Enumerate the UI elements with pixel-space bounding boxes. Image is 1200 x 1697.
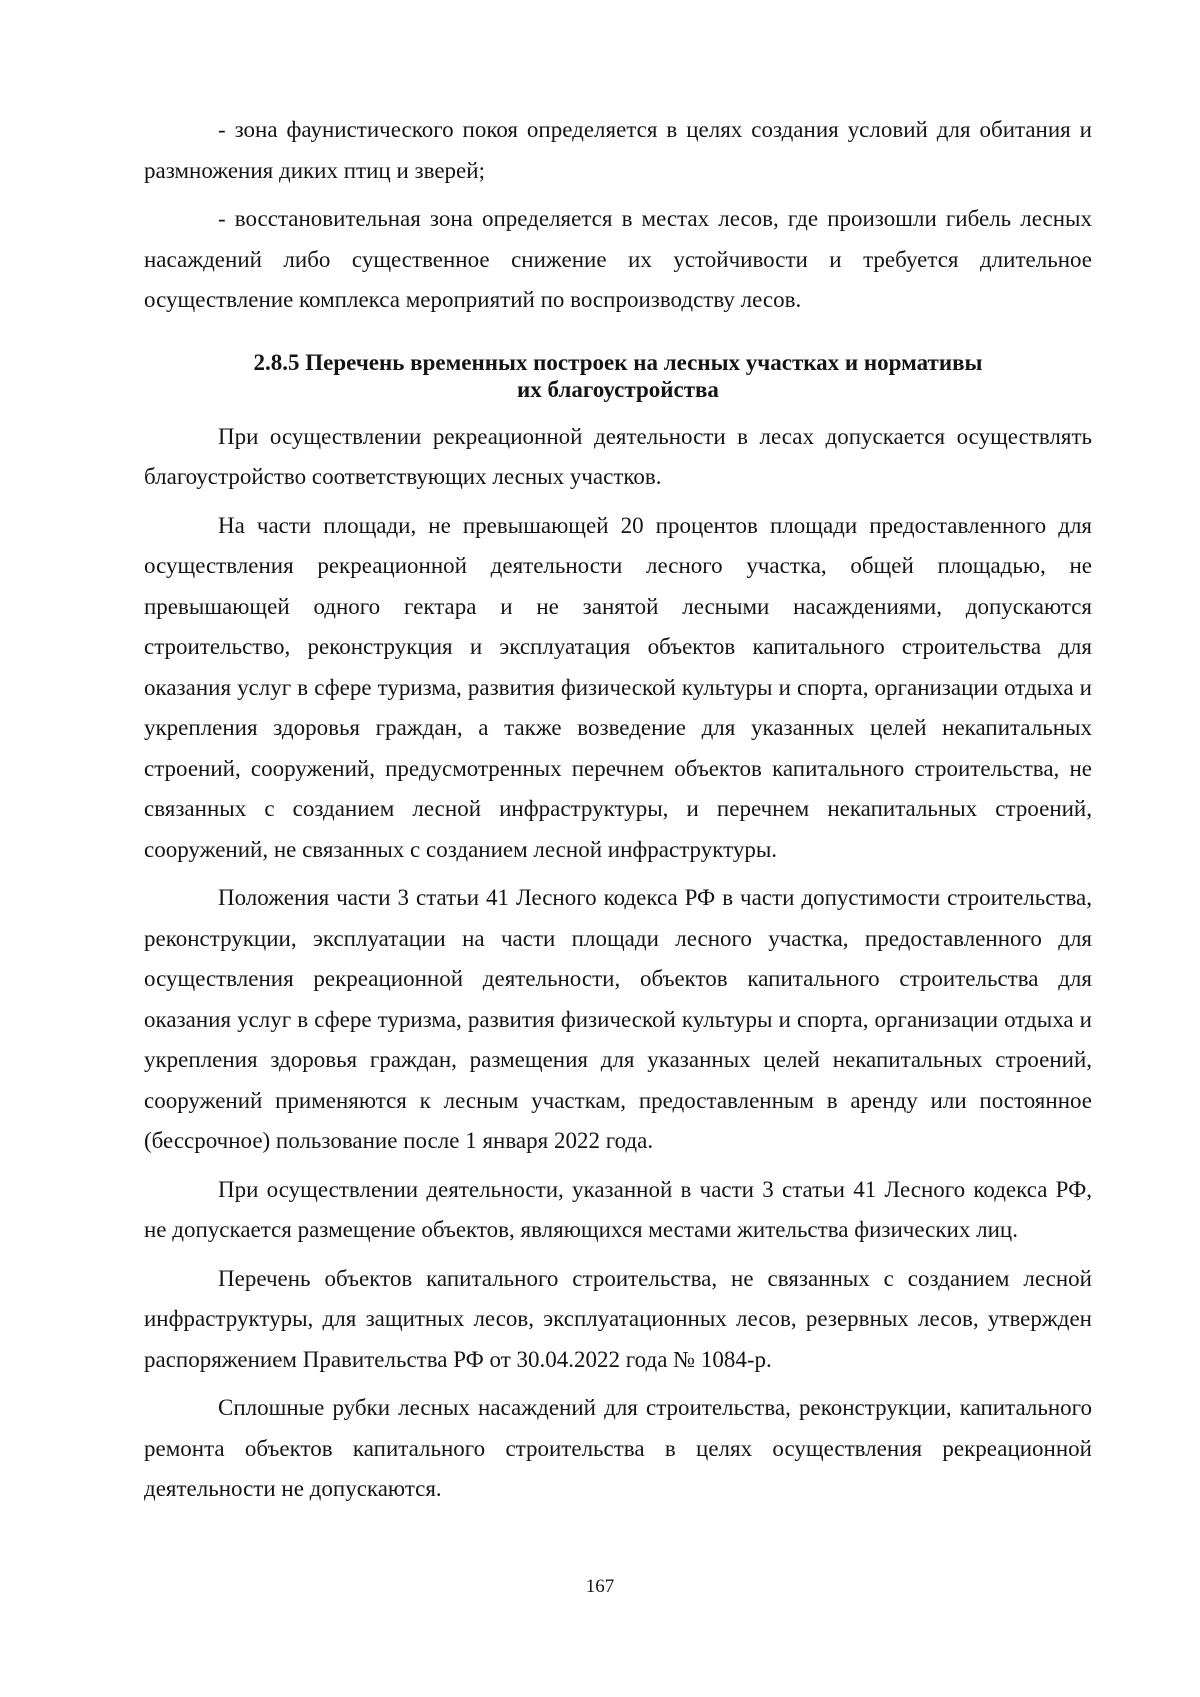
section-heading-line-2: их благоустройства xyxy=(517,376,719,402)
paragraph-capital-objects-list: Перечень объектов капитального строительства, не связанных с созданием лесной инфраструктуры, для защитных лесов, эксплуатационных лесов, резервных лесов, утвержден распоряжением Правительства РФ от 30.04.2022 года № 1084-р. xyxy=(144,1265,1092,1372)
paragraph-clear-cutting-prohibition: Сплошные рубки лесных насаждений для строительства, реконструкции, капитального ремонта объектов капитального строительства в целях осуществления рекреационной деятельности не допускаются. xyxy=(144,1395,1092,1501)
section-heading-line-1: 2.8.5 Перечень временных построек на лесных участках и нормативы xyxy=(253,349,983,375)
page-number: 167 xyxy=(585,1576,615,1597)
paragraph-recreational-landscaping: При осуществлении рекреационной деятельности в лесах допускается осуществлять благоустройство соответствующих лесных участков. xyxy=(144,423,1092,489)
paragraph-forest-code-provisions: Положения части 3 статьи 41 Лесного кодекса РФ в части допустимости строительства, реконструкции, эксплуатации на части площади лесного участка, предоставленного для осуществления рекреационной деятельности, объектов капитального строительства для оказания услуг в сфере туризма, развития физической культуры и спорта, организации отдыха и укрепления здоровья граждан, размещения для указанных целей некапитальных строений, сооружений применяются к лесным участкам, предоставленным в аренду или постоянное (бессрочное) пользование после 1 января 2022 года. xyxy=(144,885,1092,1153)
section-heading xyxy=(144,349,1092,403)
paragraph-residence-prohibition: При осуществлении деятельности, указанной в части 3 статьи 41 Лесного кодекса РФ, не допускается размещение объектов, являющихся местами жительства физических лиц. xyxy=(144,1176,1092,1242)
paragraph-restoration-zone: - восстановительная зона определяется в местах лесов, где произошли гибель лесных насаждений либо существенное снижение их устойчивости и требуется длительное осуществление комплекса мероприятий по воспроизводству лесов. xyxy=(144,206,1092,312)
paragraph-faunistic-zone: - зона фаунистического покоя определяется в целях создания условий для обитания и размножения диких птиц и зверей; xyxy=(144,117,1092,183)
paragraph-area-limit: На части площади, не превышающей 20 процентов площади предоставленного для осуществления рекреационной деятельности лесного участка, общей площадью, не превышающей одного гектара и не занятой лесными насаждениями, допускаются строительство, реконструкция и эксплуатация объектов капитального строительства для оказания услуг в сфере туризма, развития физической культуры и спорта, организации отдыха и укрепления здоровья граждан, а также возведение для указанных целей некапитальных строений, сооружений, предусмотренных перечнем объектов капитального строительства, не связанных с созданием лесной инфраструктуры, и перечнем некапитальных строений, сооружений, не связанных с созданием лесной инфраструктуры. xyxy=(144,512,1092,862)
page-content xyxy=(144,110,1092,1510)
